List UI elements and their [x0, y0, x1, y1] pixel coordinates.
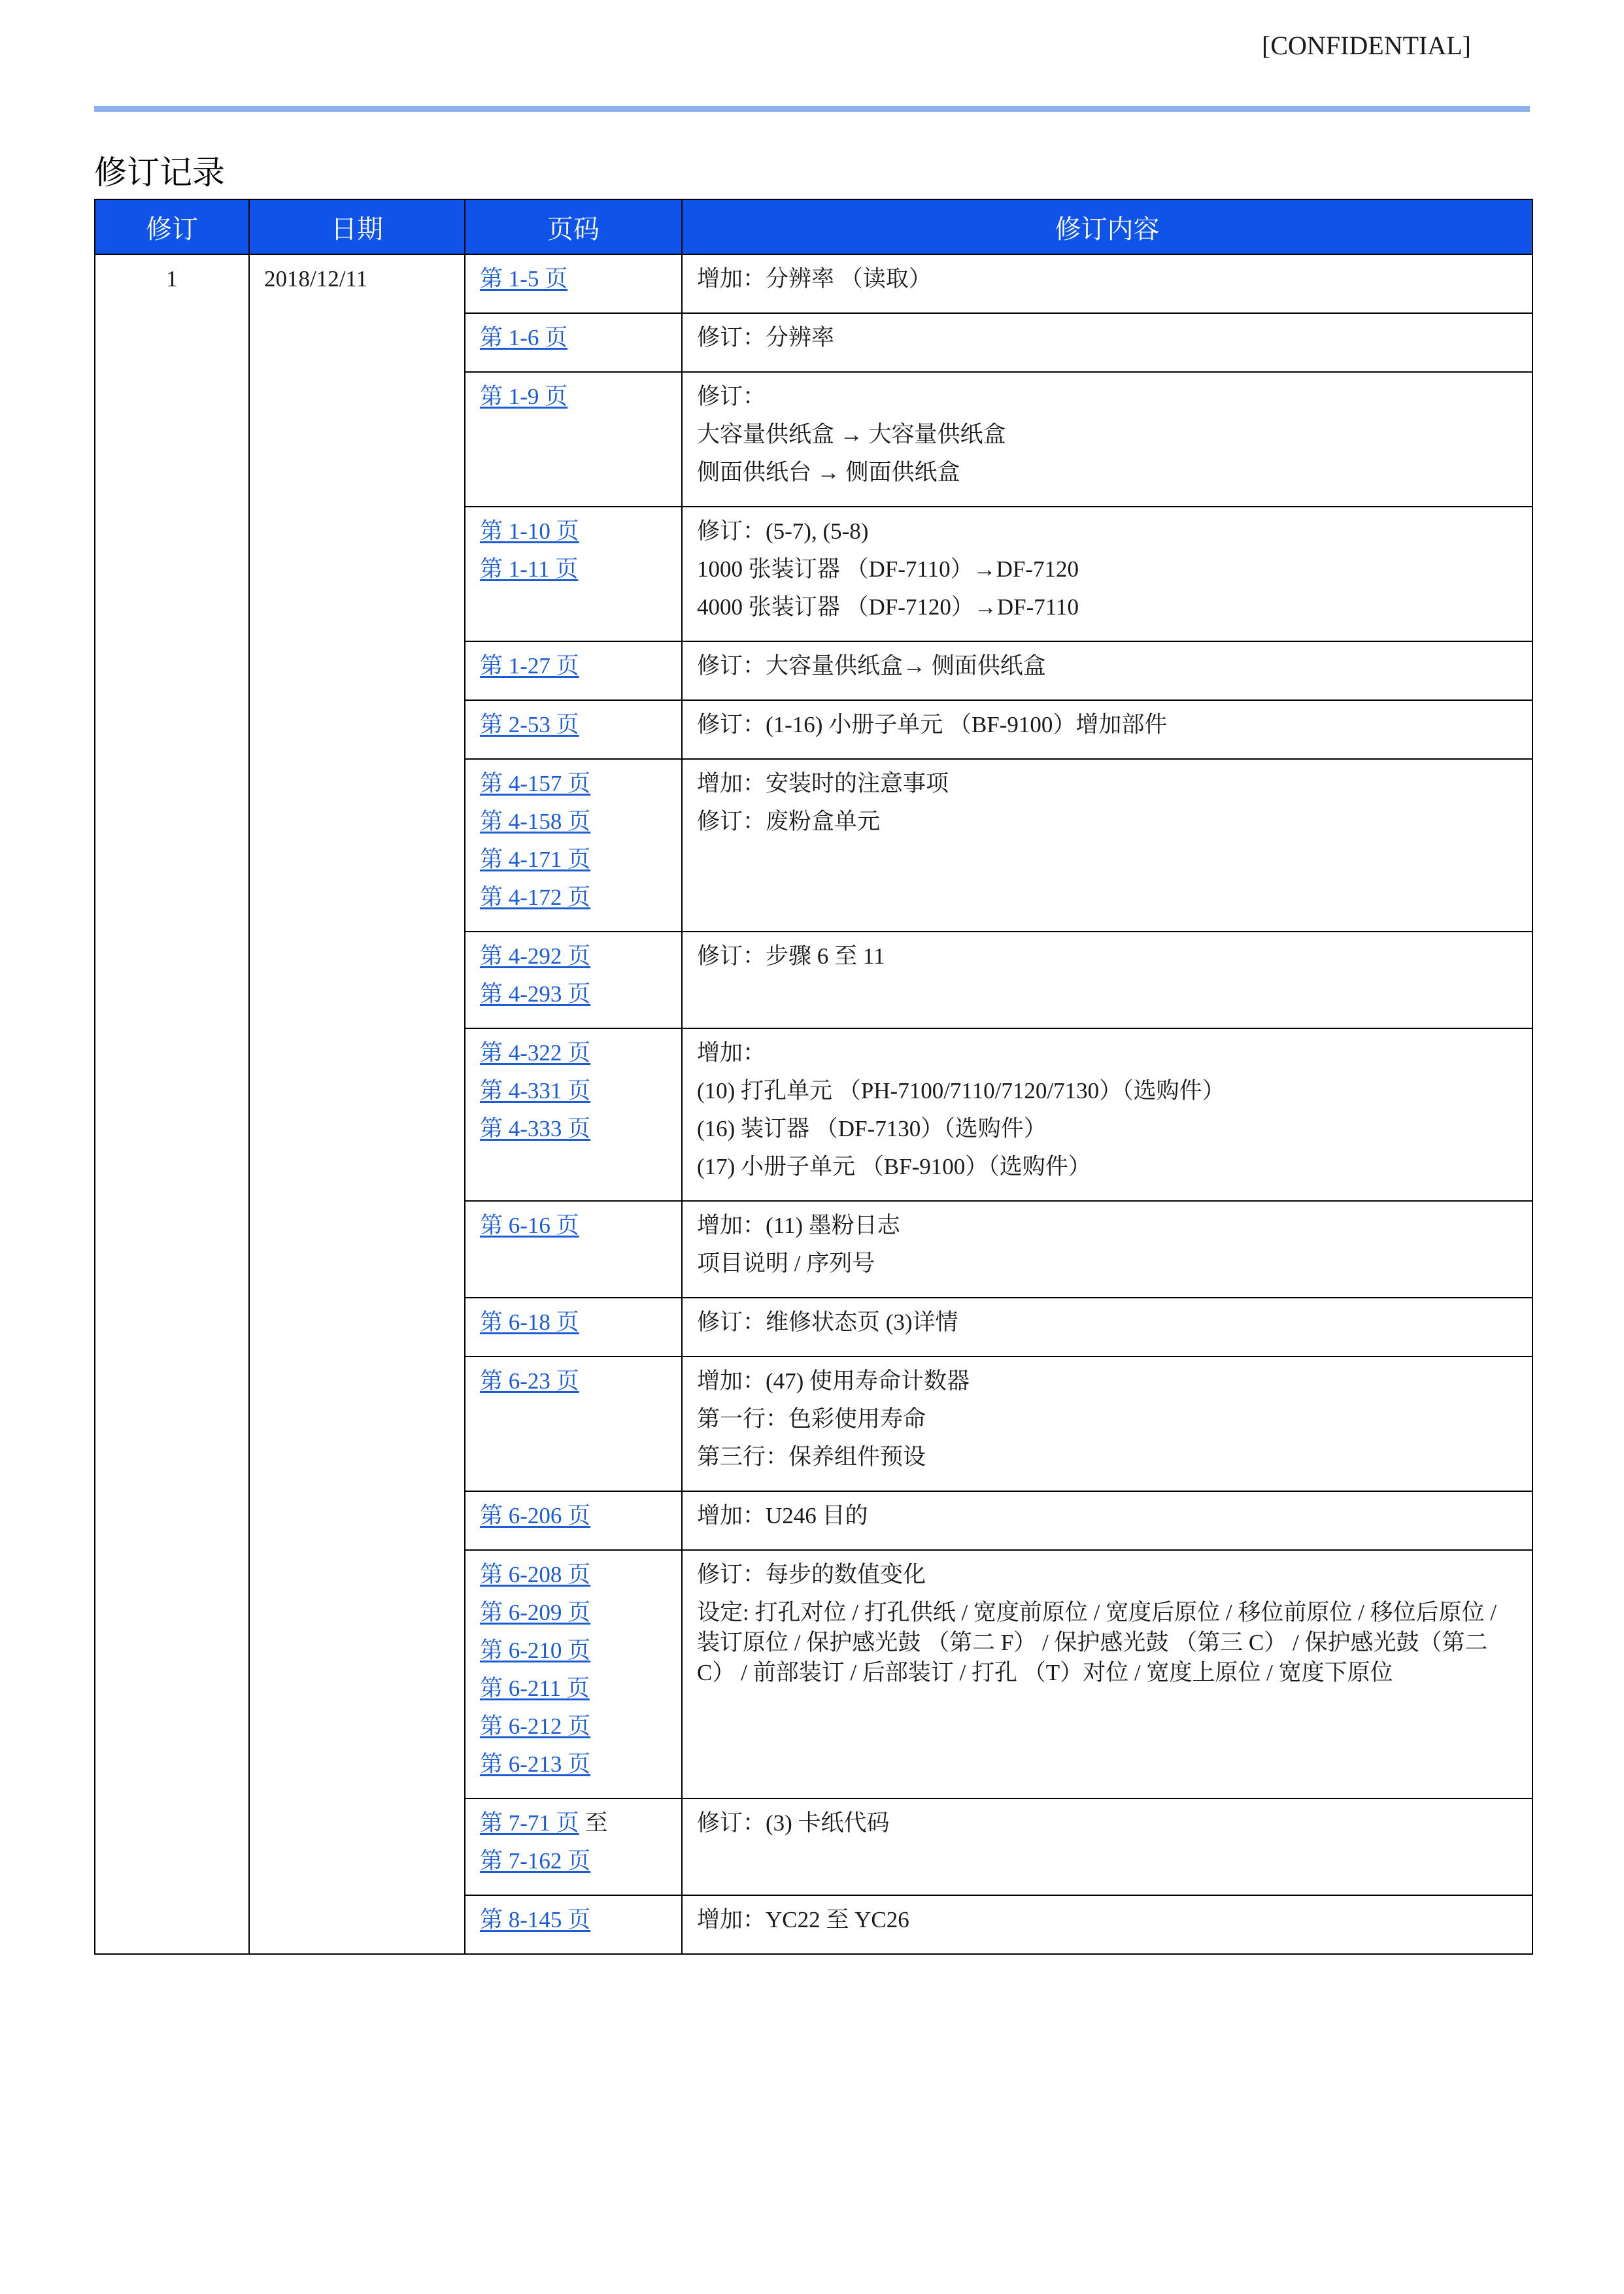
page-link[interactable]: 第 6-210 页 — [480, 1638, 591, 1663]
revision-content — [682, 1895, 1532, 1954]
page-references — [465, 1550, 682, 1798]
page-reference-line — [480, 647, 667, 685]
page-title: 修订记录 — [94, 154, 225, 192]
page-link[interactable]: 第 6-16 页 — [480, 1213, 579, 1238]
revision-content — [682, 507, 1532, 641]
page-references — [465, 507, 682, 641]
page-reference-line — [480, 1556, 667, 1594]
page-reference-line — [480, 841, 667, 879]
content-line: 第三行：保养组件预设 — [697, 1444, 926, 1470]
content-line: 修订： — [697, 384, 766, 409]
page-reference-line — [480, 260, 667, 298]
content-line: 增加：U246 目的 — [697, 1503, 868, 1528]
page-references — [465, 254, 682, 313]
header-content: 修订内容 — [682, 199, 1532, 254]
confidential-label: [CONFIDENTIAL] — [1262, 31, 1471, 60]
page-references — [465, 1028, 682, 1201]
page-link[interactable]: 第 8-145 页 — [480, 1907, 591, 1932]
content-line: 修订：分辨率 — [697, 325, 835, 350]
page-reference-line — [480, 1497, 667, 1535]
page-references — [465, 932, 682, 1028]
page-references — [465, 1298, 682, 1357]
page-reference-line — [480, 1034, 667, 1072]
revision-content — [682, 1201, 1532, 1298]
page-link[interactable]: 第 4-157 页 — [480, 771, 591, 796]
page-reference-line — [480, 378, 667, 416]
page-link[interactable]: 第 1-6 页 — [480, 325, 568, 350]
page-reference-line — [480, 1842, 667, 1880]
header-date: 日期 — [249, 199, 465, 254]
revision-date: 2018/12/11 — [249, 254, 465, 1954]
revision-content — [682, 700, 1532, 759]
content-line: 增加： — [697, 1040, 766, 1066]
content-line: 第一行：色彩使用寿命 — [697, 1406, 926, 1432]
page-references — [465, 372, 682, 507]
header-pages: 页码 — [465, 199, 682, 254]
page-references — [465, 1357, 682, 1491]
page-range-suffix: 至 — [579, 1810, 608, 1836]
page-reference-line — [480, 513, 667, 550]
content-line: 修订：(1-16) 小册子单元 （BF-9100）增加部件 — [697, 712, 1168, 737]
content-line: 修订：大容量供纸盒→ 侧面供纸盒 — [697, 653, 1046, 679]
content-line: 增加：(11) 墨粉日志 — [697, 1213, 900, 1238]
table-header-row — [95, 199, 1532, 254]
page-link[interactable]: 第 4-333 页 — [480, 1116, 591, 1141]
content-line: 侧面供纸台 → 侧面供纸盒 — [697, 460, 960, 485]
page-reference-line — [480, 1207, 667, 1245]
page-link[interactable]: 第 6-23 页 — [480, 1368, 579, 1394]
revision-content — [682, 1028, 1532, 1201]
page-link[interactable]: 第 6-209 页 — [480, 1600, 591, 1625]
page-link[interactable]: 第 6-208 页 — [480, 1562, 591, 1587]
page-reference-line — [480, 550, 667, 588]
revision-content — [682, 759, 1532, 932]
page-link[interactable]: 第 1-27 页 — [480, 653, 579, 679]
revision-content — [682, 254, 1532, 313]
page-link[interactable]: 第 7-71 页 — [480, 1810, 579, 1836]
page-link[interactable]: 第 1-11 页 — [480, 556, 579, 582]
content-line: 4000 张装订器 （DF-7120）→DF-7110 — [697, 594, 1079, 620]
content-paragraph: 设定: 打孔对位 / 打孔供纸 / 宽度前原位 / 宽度后原位 / 移位前原位 / 移位后原位 / 装订原位 / 保护感光鼓 （第二 F） / 保护感光鼓 （第三 C） / 保护感光鼓（第二 C） / 前部装订 / 后部装订 / 打孔 （T）对位 / 宽度上原位 / 宽度下原位 — [697, 1600, 1497, 1685]
page-reference-line — [480, 1594, 667, 1632]
page-references — [465, 313, 682, 372]
table-body — [95, 254, 1532, 1954]
page-references — [465, 1895, 682, 1954]
page-link[interactable]: 第 6-212 页 — [480, 1713, 591, 1739]
page-link[interactable]: 第 4-158 页 — [480, 809, 591, 834]
content-line: 增加：安装时的注意事项 — [697, 771, 949, 796]
content-line: 1000 张装订器 （DF-7110）→DF-7120 — [697, 556, 1079, 582]
content-line: 大容量供纸盒 → 大容量供纸盒 — [697, 422, 1006, 447]
content-line: 修订：(3) 卡纸代码 — [697, 1810, 890, 1836]
page-link[interactable]: 第 4-293 页 — [480, 981, 591, 1007]
page-reference-line — [480, 1632, 667, 1670]
content-line: 修订：每步的数值变化 — [697, 1562, 926, 1587]
page-reference-line — [480, 1901, 667, 1939]
page-references — [465, 1491, 682, 1550]
revision-content — [682, 313, 1532, 372]
page-references — [465, 1798, 682, 1895]
content-line: (16) 装订器 （DF-7130）（选购件） — [697, 1116, 1047, 1141]
content-line: (17) 小册子单元 （BF-9100）（选购件） — [697, 1154, 1091, 1179]
content-line: 增加：YC22 至 YC26 — [697, 1907, 909, 1932]
page-link[interactable]: 第 1-9 页 — [480, 384, 568, 409]
page-reference-line — [480, 937, 667, 975]
content-line: 修订：(5-7), (5-8) — [697, 518, 869, 544]
header-divider — [94, 106, 1530, 112]
page-link[interactable]: 第 6-211 页 — [480, 1676, 590, 1701]
page-references — [465, 700, 682, 759]
revision-content — [682, 932, 1532, 1028]
page-references — [465, 641, 682, 700]
revision-content — [682, 1491, 1532, 1550]
revision-history-table — [94, 199, 1533, 1955]
page-link[interactable]: 第 7-162 页 — [480, 1848, 591, 1874]
page-reference-line — [480, 879, 667, 917]
revision-content — [682, 641, 1532, 700]
page-link[interactable]: 第 4-322 页 — [480, 1040, 591, 1066]
table-row — [95, 254, 1532, 313]
content-line: 增加：分辨率 （读取） — [697, 266, 932, 292]
content-line: 修订：维修状态页 (3)详情 — [697, 1309, 958, 1335]
page-link[interactable]: 第 4-171 页 — [480, 847, 591, 872]
content-line: 修订：步骤 6 至 11 — [697, 943, 885, 969]
revision-content — [682, 372, 1532, 507]
revision-content — [682, 1298, 1532, 1357]
revision-content — [682, 1798, 1532, 1895]
page-reference-line — [480, 1670, 667, 1708]
page-reference-line — [480, 1708, 667, 1746]
page-reference-line — [480, 319, 667, 357]
page-reference-line — [480, 765, 667, 803]
page-reference-line — [480, 1110, 667, 1148]
page-reference-line — [480, 1362, 667, 1400]
page-reference-line — [480, 1746, 667, 1783]
page-reference-line — [480, 1804, 667, 1842]
page-link[interactable]: 第 6-206 页 — [480, 1503, 591, 1528]
page-link[interactable]: 第 6-18 页 — [480, 1309, 579, 1335]
header-revision: 修订 — [95, 199, 249, 254]
revision-number: 1 — [95, 254, 249, 1954]
page-references — [465, 759, 682, 932]
revision-content — [682, 1550, 1532, 1798]
page-references — [465, 1201, 682, 1298]
content-line: 项目说明 / 序列号 — [697, 1251, 875, 1276]
content-line: (10) 打孔单元 （PH-7100/7110/7120/7130）（选购件） — [697, 1078, 1225, 1104]
content-line: 增加：(47) 使用寿命计数器 — [697, 1368, 970, 1394]
page-reference-line — [480, 706, 667, 744]
content-line: 修订：废粉盒单元 — [697, 809, 881, 834]
page-link[interactable]: 第 6-213 页 — [480, 1751, 591, 1777]
page-reference-line — [480, 1304, 667, 1341]
page-reference-line — [480, 975, 667, 1013]
page-reference-line — [480, 1072, 667, 1110]
page-link[interactable]: 第 1-5 页 — [480, 266, 568, 292]
revision-content — [682, 1357, 1532, 1491]
page-link[interactable]: 第 2-53 页 — [480, 712, 579, 737]
page-link[interactable]: 第 4-292 页 — [480, 943, 591, 969]
page-link[interactable]: 第 1-10 页 — [480, 518, 579, 544]
page-link[interactable]: 第 4-172 页 — [480, 885, 591, 910]
page-reference-line — [480, 803, 667, 841]
page-link[interactable]: 第 4-331 页 — [480, 1078, 591, 1104]
